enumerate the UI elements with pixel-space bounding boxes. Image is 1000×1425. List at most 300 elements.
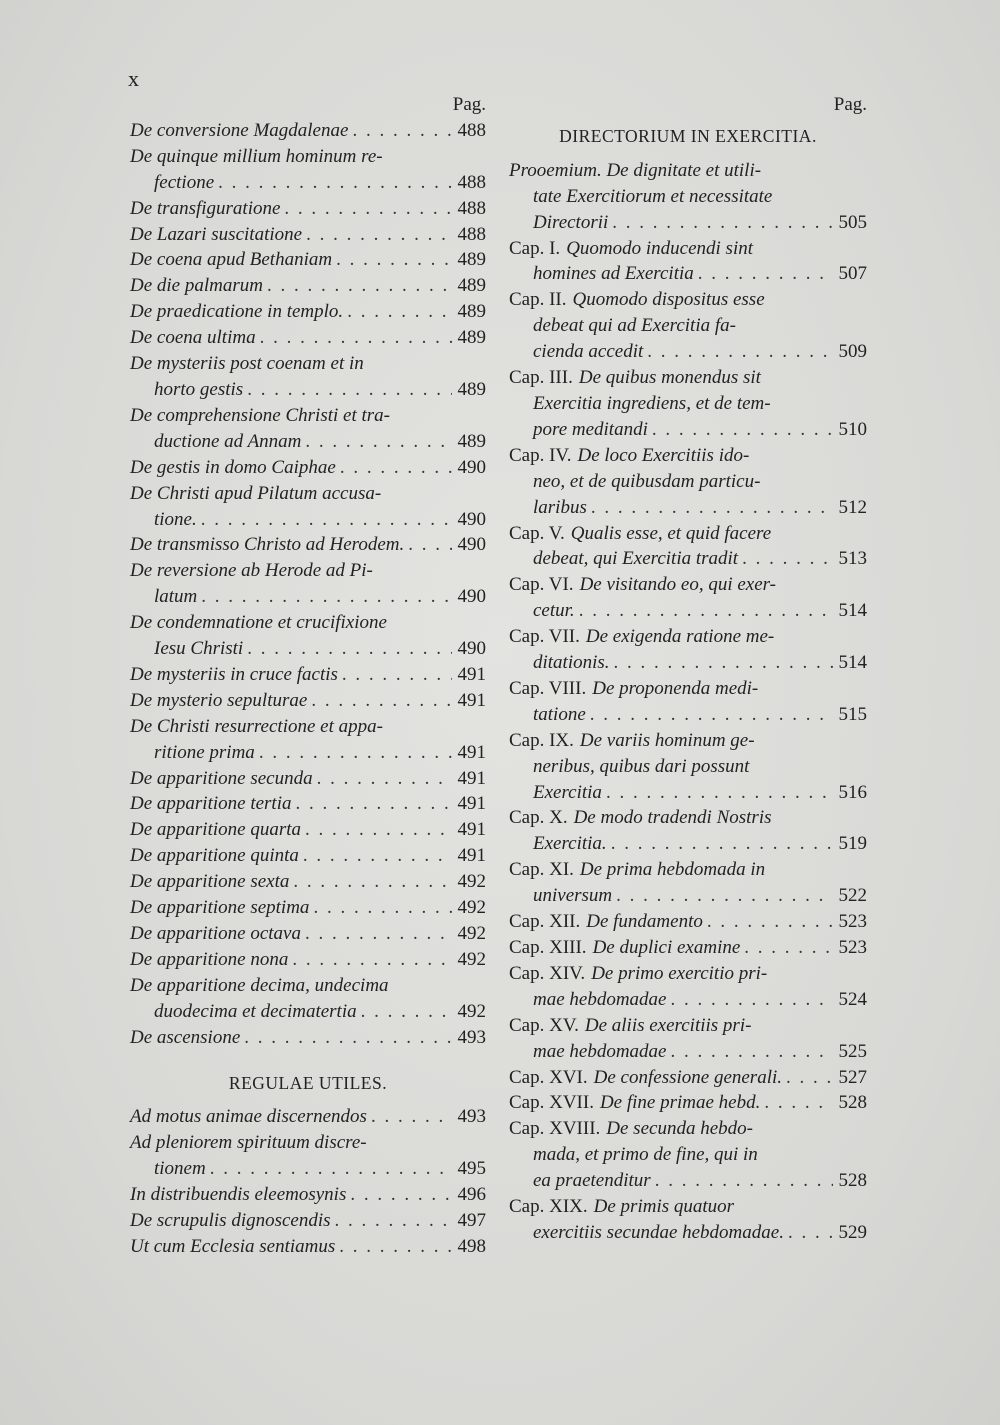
toc-line <box>509 598 867 624</box>
toc-page-number: 529 <box>838 1221 867 1243</box>
toc-title: De fundamento <box>586 911 703 933</box>
toc-line <box>509 1013 867 1039</box>
toc-title: De primo exercitio pri- <box>591 962 768 984</box>
toc-line <box>509 287 867 313</box>
toc-line <box>130 584 486 610</box>
toc-page-number: 514 <box>838 600 867 622</box>
toc-entry <box>130 118 486 144</box>
toc-title: De condemnatione et crucifixione <box>130 612 387 634</box>
toc-page-number: 528 <box>838 1170 867 1192</box>
toc-title: De exigenda ratione me- <box>585 626 775 648</box>
leader-dots <box>303 843 452 869</box>
toc-entry <box>130 895 486 921</box>
toc-line <box>509 469 867 495</box>
toc-page-number: 527 <box>838 1066 867 1088</box>
toc-entry <box>509 857 867 909</box>
toc-line <box>509 1116 867 1142</box>
toc-title: De comprehensione Christi et tra- <box>130 404 390 426</box>
toc-line <box>130 507 486 533</box>
toc-page-number: 525 <box>838 1040 867 1062</box>
toc-title: De fine primae hebd. <box>599 1092 761 1114</box>
leader-dots <box>764 1090 833 1116</box>
toc-title: De ascensione <box>130 1026 241 1048</box>
toc-line <box>130 791 486 817</box>
toc-page-number: 509 <box>838 341 867 363</box>
toc-line <box>130 817 486 843</box>
chapter-label: Cap. III. <box>509 367 573 389</box>
toc-line <box>509 443 867 469</box>
regulae-entries <box>130 1104 486 1259</box>
leader-dots <box>306 222 452 248</box>
toc-entry <box>130 843 486 869</box>
right-pag-label: Pag. <box>833 94 867 115</box>
toc-entry <box>509 365 867 443</box>
leader-dots <box>591 495 833 521</box>
toc-title: neo, et de quibusdam particu- <box>533 470 761 492</box>
toc-line <box>509 1142 867 1168</box>
toc-line <box>509 831 867 857</box>
toc-title: universum <box>533 885 613 907</box>
toc-entry <box>130 921 486 947</box>
toc-entry <box>509 676 867 728</box>
chapter-label: Cap. XVIII. <box>509 1118 601 1140</box>
toc-title: ductione ad Annam <box>154 430 302 452</box>
toc-entry <box>509 624 867 676</box>
toc-line <box>130 170 486 196</box>
toc-line <box>130 895 486 921</box>
toc-line <box>130 222 486 248</box>
toc-entry <box>509 805 867 857</box>
toc-entry <box>130 325 486 351</box>
toc-page-number: 490 <box>457 508 486 530</box>
toc-page-number: 490 <box>457 586 486 608</box>
leader-dots <box>293 869 452 895</box>
leader-dots <box>742 546 833 572</box>
leader-dots <box>247 377 452 403</box>
toc-page-number: 493 <box>457 1106 486 1128</box>
toc-page-number: 523 <box>838 937 867 958</box>
toc-entry <box>509 909 867 935</box>
toc-title: De transfiguratione <box>130 197 281 219</box>
toc-line <box>509 1194 867 1220</box>
toc-page-number: 492 <box>457 923 486 944</box>
leader-dots <box>313 895 452 921</box>
toc-title: Exercitia ingrediens, et de tem- <box>533 392 771 414</box>
leader-dots <box>371 1104 452 1130</box>
toc-title: De visitando eo, qui exer- <box>579 574 776 596</box>
toc-page-number: 489 <box>457 249 486 271</box>
toc-line <box>509 210 867 236</box>
toc-page-number: 497 <box>457 1210 486 1232</box>
toc-line <box>130 247 486 273</box>
chapter-label: Cap. VI. <box>509 574 574 596</box>
toc-line <box>509 857 867 883</box>
toc-entry <box>130 610 486 662</box>
toc-page-number: 496 <box>457 1184 486 1206</box>
toc-title: De conversione Magdalenae <box>130 119 349 141</box>
toc-line <box>130 869 486 895</box>
toc-line <box>130 429 486 455</box>
toc-page-number: 491 <box>457 819 486 841</box>
leader-dots <box>655 1168 833 1194</box>
toc-title: De Lazari suscitatione <box>130 223 303 245</box>
toc-title: De apparitione nona <box>130 948 289 970</box>
toc-page-number: 491 <box>457 663 486 685</box>
chapter-label: Cap. XVI. <box>509 1066 588 1088</box>
leader-dots <box>788 1220 833 1246</box>
toc-line <box>130 1234 486 1260</box>
toc-line <box>509 1090 867 1116</box>
toc-entry <box>130 455 486 481</box>
chapter-label: Cap. XIV. <box>509 962 586 984</box>
toc-entry <box>130 791 486 817</box>
toc-title: debeat qui ad Exercitia fa- <box>533 315 736 337</box>
toc-page-number: 491 <box>457 767 486 789</box>
toc-line <box>130 299 486 325</box>
toc-title: Quomodo dispositus esse <box>572 289 765 311</box>
toc-page-number: 516 <box>838 781 867 803</box>
toc-line <box>130 1025 486 1051</box>
chapter-label: Cap. XI. <box>509 859 574 881</box>
toc-page-number: 491 <box>457 689 486 711</box>
toc-title: duodecima et decimatertia <box>154 1000 357 1022</box>
toc-line <box>509 650 867 676</box>
toc-page-number: 489 <box>457 275 486 297</box>
toc-entry <box>509 1194 867 1246</box>
toc-entry <box>509 961 867 1013</box>
toc-title: De mysterio sepulturae <box>130 689 308 711</box>
toc-title: horto gestis <box>154 378 244 400</box>
toc-page-number: 490 <box>457 456 486 478</box>
toc-title: laribus <box>533 496 587 518</box>
toc-entry <box>130 817 486 843</box>
leader-dots <box>305 429 452 455</box>
toc-page-number: 488 <box>457 223 486 245</box>
toc-title: De Christi apud Pilatum accusa- <box>130 482 382 504</box>
toc-line <box>130 144 486 170</box>
toc-line <box>130 1104 486 1130</box>
toc-title: ea praetenditur <box>533 1170 651 1192</box>
toc-page-number: 489 <box>457 327 486 349</box>
toc-title: Quomodo inducendi sint <box>566 237 754 259</box>
toc-entry <box>130 1208 486 1234</box>
toc-entry <box>130 273 486 299</box>
toc-title: De mysteriis post coenam et in <box>130 353 364 375</box>
toc-line <box>130 1156 486 1182</box>
toc-line <box>509 883 867 909</box>
toc-entry <box>509 1116 867 1194</box>
leader-dots <box>260 325 452 351</box>
chapter-label: Cap. IX. <box>509 729 574 751</box>
toc-line <box>509 521 867 547</box>
toc-page-number: 489 <box>457 430 486 452</box>
toc-entry <box>130 1104 486 1130</box>
toc-title: exercitiis secundae hebdomadae. <box>533 1221 784 1243</box>
toc-line <box>130 766 486 792</box>
toc-title: De loco Exercitiis ido- <box>577 444 750 466</box>
toc-entry <box>130 558 486 610</box>
toc-line <box>509 728 867 754</box>
toc-line <box>130 532 486 558</box>
toc-page-number: 512 <box>838 496 867 518</box>
toc-title: De apparitione tertia <box>130 793 292 815</box>
toc-line <box>509 754 867 780</box>
toc-line <box>130 273 486 299</box>
leader-dots <box>616 883 833 909</box>
toc-title: De primis quatuor <box>593 1196 735 1218</box>
toc-line <box>509 261 867 287</box>
leader-dots <box>347 299 452 325</box>
leader-dots <box>361 999 452 1025</box>
toc-title: tionem <box>154 1158 206 1180</box>
toc-entry <box>130 714 486 766</box>
leader-dots <box>305 921 452 947</box>
toc-title: De prima hebdomada in <box>579 859 766 881</box>
toc-entry <box>509 443 867 521</box>
leader-dots <box>614 650 833 676</box>
leader-dots <box>352 118 452 144</box>
toc-entry <box>130 662 486 688</box>
toc-line <box>509 1220 867 1246</box>
leader-dots <box>305 817 452 843</box>
toc-title: De Christi resurrectione et appa- <box>130 715 383 737</box>
toc-line <box>509 365 867 391</box>
toc-line <box>509 987 867 1013</box>
chapter-label: Cap. XIII. <box>509 937 587 958</box>
toc-line <box>130 455 486 481</box>
chapter-label: Cap. XV. <box>509 1014 579 1036</box>
toc-title: De coena ultima <box>130 327 256 349</box>
toc-line <box>130 999 486 1025</box>
toc-title: De quinque millium hominum re- <box>130 145 383 167</box>
toc-line <box>130 973 486 999</box>
leader-dots <box>311 688 452 714</box>
leader-dots <box>317 766 452 792</box>
toc-line <box>509 805 867 831</box>
leader-dots <box>284 196 452 222</box>
toc-entry <box>130 869 486 895</box>
toc-page-number: 519 <box>838 833 867 855</box>
toc-page-number: 490 <box>457 534 486 556</box>
leader-dots <box>590 702 833 728</box>
leader-dots <box>579 598 833 624</box>
leader-dots <box>295 791 452 817</box>
leader-dots <box>342 662 452 688</box>
toc-title: mae hebdomadae <box>533 1040 667 1062</box>
toc-entry <box>509 1013 867 1065</box>
toc-title: In distribuendis eleemosynis <box>130 1184 347 1206</box>
toc-title: Exercitia. <box>533 833 607 855</box>
toc-title: De apparitione secunda <box>130 767 313 789</box>
toc-line <box>130 1208 486 1234</box>
toc-title: pore meditandi <box>533 418 648 440</box>
toc-title: De reversione ab Herode ad Pi- <box>130 560 373 582</box>
chapter-label: Cap. XVII. <box>509 1092 594 1114</box>
toc-page-number: 515 <box>838 703 867 725</box>
toc-title: De variis hominum ge- <box>579 729 755 751</box>
toc-page-number: 493 <box>457 1026 486 1048</box>
toc-title: cienda accedit <box>533 341 644 363</box>
toc-title: Ad motus animae discernendos <box>130 1106 367 1128</box>
toc-page-number: 492 <box>457 948 486 970</box>
toc-entry <box>130 299 486 325</box>
toc-title: De apparitione octava <box>130 923 301 944</box>
toc-title: De secunda hebdo- <box>606 1118 753 1140</box>
toc-page-number: 489 <box>457 301 486 323</box>
toc-line <box>509 780 867 806</box>
toc-line <box>509 676 867 702</box>
toc-page-number: 507 <box>838 263 867 285</box>
chapter-label: Cap. I. <box>509 237 561 259</box>
section-heading-directorium: DIRECTORIUM IN EXERCITIA. <box>559 125 817 146</box>
toc-line <box>509 184 867 210</box>
leader-dots <box>247 636 452 662</box>
toc-line <box>509 624 867 650</box>
toc-title: De confessione generali. <box>593 1066 783 1088</box>
toc-line <box>130 740 486 766</box>
toc-line <box>130 662 486 688</box>
toc-line <box>130 377 486 403</box>
toc-title: De gestis in domo Caiphae <box>130 456 336 478</box>
toc-line <box>509 339 867 365</box>
page-number-roman: x <box>128 66 140 91</box>
toc-title: Qualis esse, et quid facere <box>570 522 772 544</box>
toc-title: De modo tradendi Nostris <box>573 807 772 829</box>
toc-entry <box>130 196 486 222</box>
toc-entry <box>509 287 867 365</box>
toc-page-number: 491 <box>457 845 486 867</box>
toc-entry <box>130 1234 486 1260</box>
toc-line <box>130 325 486 351</box>
toc-line <box>509 236 867 262</box>
toc-line <box>130 403 486 429</box>
leader-dots <box>707 909 833 935</box>
toc-entry <box>509 521 867 573</box>
left-entries <box>130 118 486 1051</box>
toc-title: De apparitione septima <box>130 897 310 919</box>
leader-dots <box>786 1065 833 1091</box>
toc-page-number: 528 <box>838 1092 867 1114</box>
toc-entry <box>509 1065 867 1091</box>
leader-dots <box>671 1039 834 1065</box>
toc-page-number: 495 <box>457 1158 486 1180</box>
toc-line <box>130 351 486 377</box>
chapter-label: Cap. VII. <box>509 626 580 648</box>
toc-entry <box>509 728 867 806</box>
toc-line <box>130 481 486 507</box>
toc-title: De aliis exercitiis pri- <box>584 1014 752 1036</box>
toc-entry <box>130 947 486 973</box>
leader-dots <box>259 740 452 766</box>
toc-entry <box>509 1090 867 1116</box>
toc-page-number: 522 <box>838 885 867 907</box>
leader-dots <box>350 1182 452 1208</box>
toc-title: tione. <box>154 508 197 530</box>
toc-title: De mysteriis in cruce factis <box>130 663 338 685</box>
chapter-label: Cap. II. <box>509 289 567 311</box>
section-heading-regulae: REGULAE UTILES. <box>228 1072 388 1093</box>
leader-dots <box>292 947 452 973</box>
leader-dots <box>671 987 834 1013</box>
toc-line <box>509 495 867 521</box>
chapter-label: Cap. IV. <box>509 444 572 466</box>
toc-line <box>509 1168 867 1194</box>
toc-line <box>130 1130 486 1156</box>
toc-entry <box>509 572 867 624</box>
toc-page-number: 492 <box>457 871 486 893</box>
chapter-label: Cap. XII. <box>509 911 581 933</box>
toc-title: De quibus monendus sit <box>578 367 761 389</box>
toc-title: De coena apud Bethaniam <box>130 249 333 271</box>
toc-entry <box>130 222 486 248</box>
toc-title: cetur. <box>533 600 575 622</box>
leader-dots <box>647 339 833 365</box>
toc-entry <box>509 935 867 961</box>
leader-dots <box>336 247 452 273</box>
toc-title: debeat, qui Exercitia tradit <box>533 548 739 570</box>
toc-entry <box>130 403 486 455</box>
chapter-label: Cap. X. <box>509 807 568 829</box>
toc-page-number: 488 <box>457 119 486 141</box>
leader-dots <box>335 1208 452 1234</box>
toc-title: ritione prima <box>154 741 255 763</box>
toc-title: De praedicatione in templo. <box>130 301 344 323</box>
toc-page-number: 514 <box>838 652 867 674</box>
toc-title: mada, et primo de fine, qui in <box>533 1144 758 1166</box>
toc-page-number: 489 <box>457 378 486 400</box>
toc-line <box>130 1182 486 1208</box>
leader-dots <box>267 273 452 299</box>
leader-dots <box>612 210 833 236</box>
toc-title: De scrupulis dignoscendis <box>130 1210 331 1232</box>
toc-line <box>509 702 867 728</box>
toc-line <box>130 714 486 740</box>
toc-line <box>130 558 486 584</box>
toc-title: latum <box>154 586 198 608</box>
toc-title: mae hebdomadae <box>533 988 667 1010</box>
toc-line <box>509 1065 867 1091</box>
toc-entry <box>130 688 486 714</box>
leader-dots <box>611 831 833 857</box>
toc-page-number: 510 <box>838 418 867 440</box>
leader-dots <box>210 1156 452 1182</box>
toc-entry <box>130 1025 486 1051</box>
toc-title: Iesu Christi <box>154 638 244 660</box>
toc-page-number: 523 <box>838 911 867 933</box>
toc-line <box>509 158 867 184</box>
right-column <box>509 92 867 1246</box>
toc-line <box>130 610 486 636</box>
toc-line <box>509 313 867 339</box>
toc-entry <box>130 532 486 558</box>
leader-dots <box>698 261 833 287</box>
leader-dots <box>606 780 833 806</box>
leader-dots <box>408 532 452 558</box>
toc-page-number: 488 <box>457 171 486 193</box>
toc-entry <box>130 1130 486 1182</box>
toc-page-number: 524 <box>838 988 867 1010</box>
toc-page-number: 490 <box>457 638 486 660</box>
leader-dots <box>201 507 452 533</box>
right-entries <box>509 158 867 1246</box>
leader-dots <box>339 1234 452 1260</box>
toc-title: De apparitione decima, undecima <box>130 974 389 996</box>
toc-page-number: 513 <box>838 548 867 570</box>
toc-line <box>509 1039 867 1065</box>
toc-entry <box>130 247 486 273</box>
toc-title: De proponenda medi- <box>592 677 759 699</box>
toc-title: fectione <box>154 171 215 193</box>
